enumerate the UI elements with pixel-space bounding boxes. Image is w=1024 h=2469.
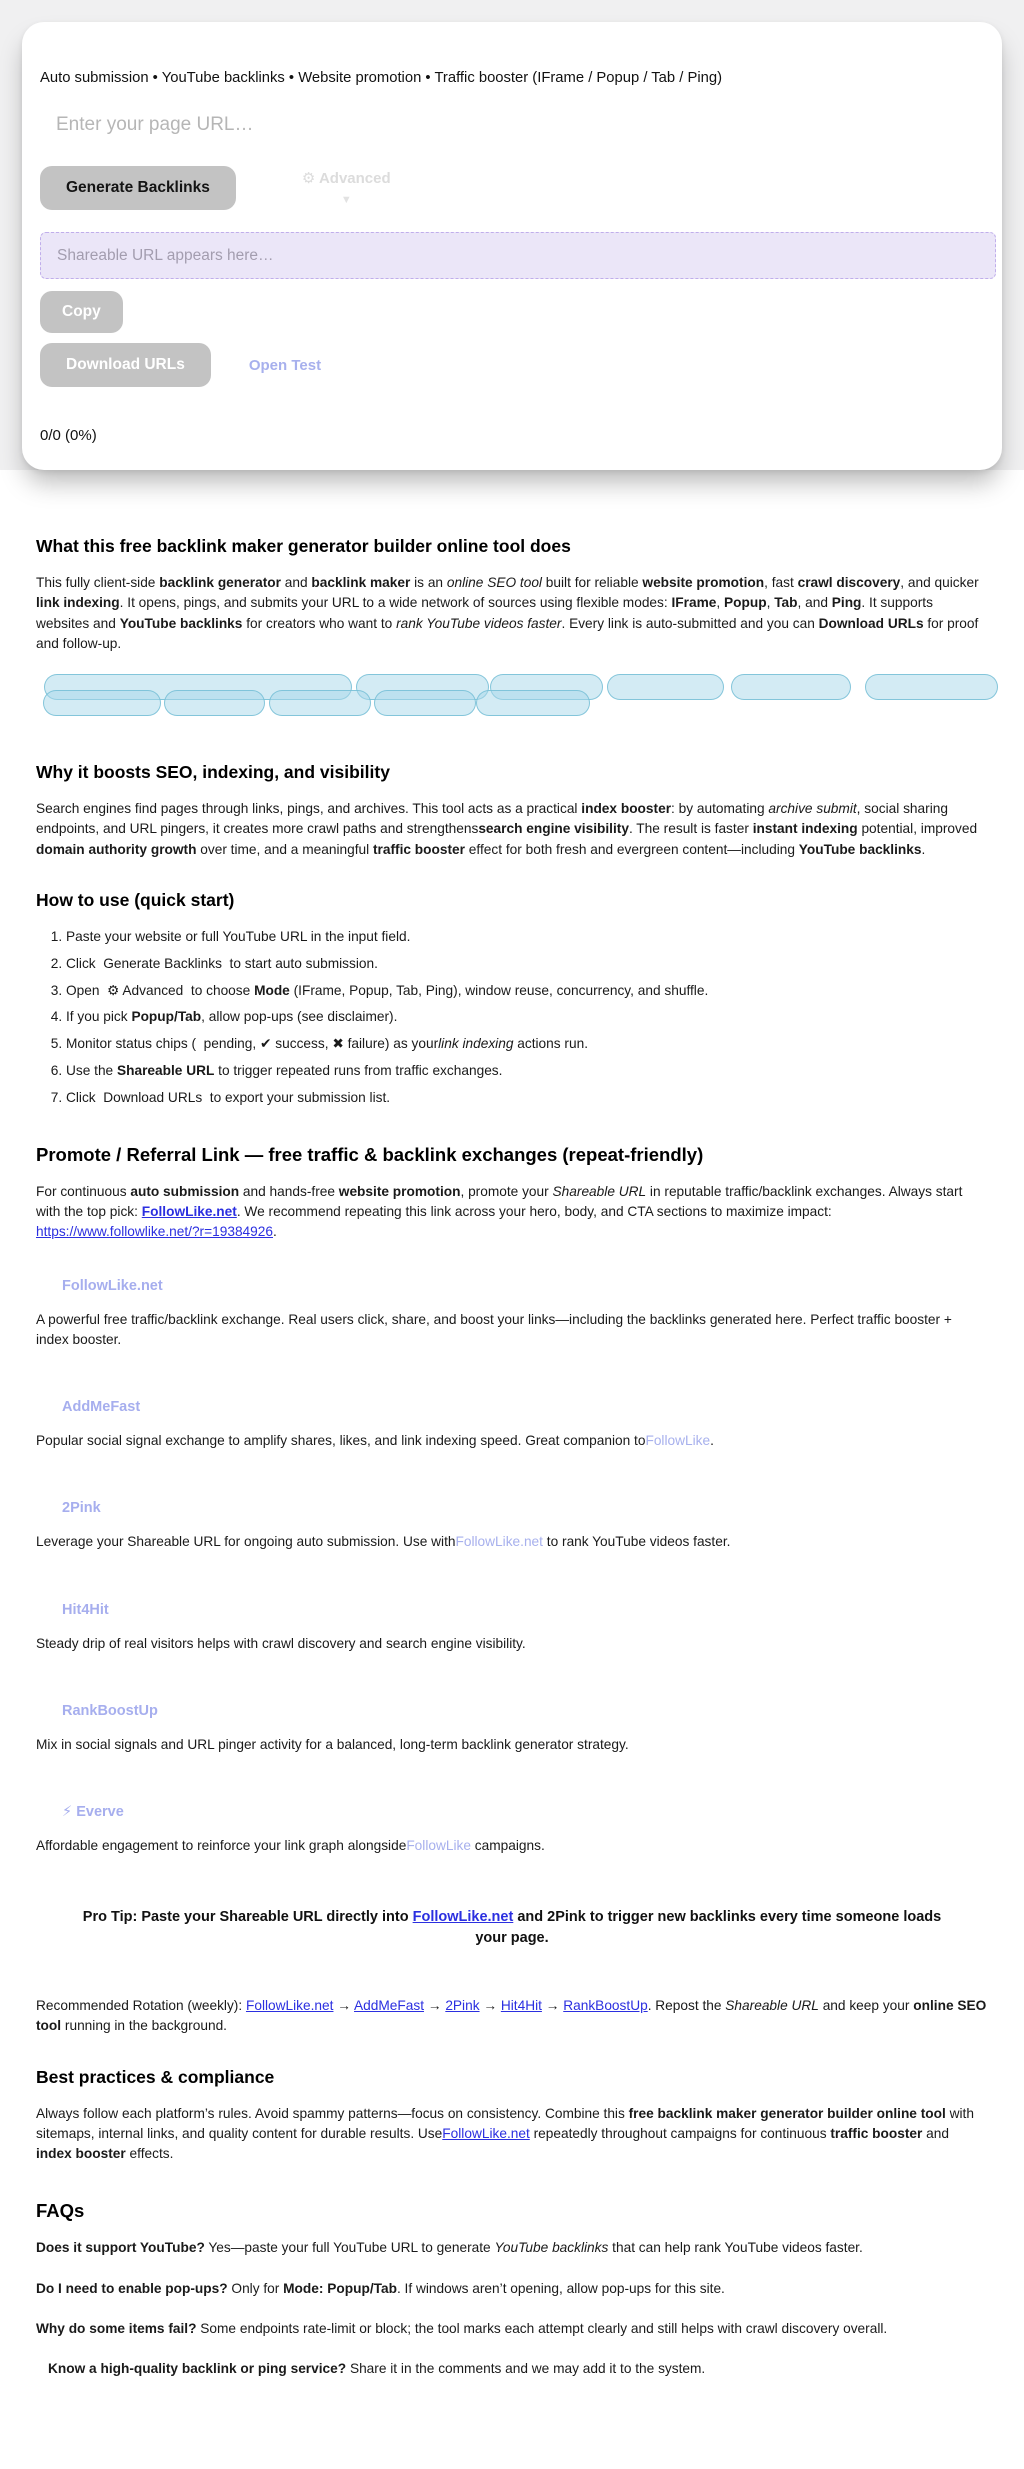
text-run: for proof and follow-up. xyxy=(36,615,979,651)
exchange-link-2pink[interactable]: 2Pink xyxy=(62,1500,101,1517)
text-run: YouTube backlinks xyxy=(494,2240,609,2256)
exchange-desc xyxy=(36,1634,988,1654)
link-chip xyxy=(269,690,371,716)
text-run: Monitor status chips ( pending, ✔ success, ✖ failure) as your xyxy=(66,1036,439,1052)
text-run: backlink maker xyxy=(311,575,411,590)
exchange-desc xyxy=(36,1310,988,1351)
text-run: Ping xyxy=(831,595,862,611)
inline-link[interactable]: FollowLike.net xyxy=(245,1998,334,2014)
text-run: link indexing xyxy=(438,1036,514,1052)
text-run: Shareable URL xyxy=(552,1183,647,1199)
text-run: online SEO tool xyxy=(36,1998,987,2034)
text-run: Steady drip of real visitors helps with crawl discovery and search engine visibility. xyxy=(36,1635,526,1651)
inline-link[interactable]: AddMeFast xyxy=(354,1998,425,2014)
open-test-link[interactable]: Open Test xyxy=(248,356,322,374)
text-run: effect for both fresh and evergreen content—including xyxy=(465,841,799,857)
text-run: repeatedly throughout campaigns for continuous xyxy=(529,2125,831,2141)
exchange-card-addmefast xyxy=(36,1398,988,1451)
text-run: search engine visibility xyxy=(478,821,629,837)
text-run: YouTube backlinks xyxy=(798,841,922,857)
link-chip xyxy=(43,690,161,716)
howto-heading: How to use (quick start) xyxy=(36,889,235,910)
promote-heading: Promote / Referral Link — free traffic & backlink exchanges (repeat-friendly) xyxy=(36,1143,704,1165)
bottom-whitespace xyxy=(36,2399,988,2469)
text-run: Yes—paste your full YouTube URL to generate xyxy=(204,2240,495,2256)
text-run: Pro Tip: Paste your Shareable URL directly into xyxy=(82,1908,413,1925)
text-run: backlink generator xyxy=(159,575,281,590)
text-run: Paste your website or full YouTube URL in the input field. xyxy=(66,928,411,944)
text-run: traffic booster xyxy=(372,841,465,857)
text-run: over time, and a meaningful xyxy=(196,841,373,857)
inline-link[interactable]: FollowLike xyxy=(645,1433,711,1449)
intro-heading: What this free backlink maker generator builder online tool does xyxy=(36,536,571,556)
text-run: Use the xyxy=(66,1063,117,1079)
url-input[interactable] xyxy=(40,98,701,152)
text-run: and xyxy=(280,575,312,590)
text-run: domain authority growth xyxy=(36,841,197,857)
text-run: Popup/Tab xyxy=(131,1009,202,1025)
howto-step xyxy=(66,1034,988,1054)
link-chip xyxy=(374,690,476,716)
exchange-desc xyxy=(36,1836,988,1856)
text-run: , and xyxy=(797,595,832,611)
text-run: , social sharing endpoints, and URL pingers, it creates more crawl paths and strengthens xyxy=(36,801,948,837)
exchange-link-everve[interactable]: ⚡ Everve xyxy=(62,1804,124,1821)
howto-step xyxy=(66,981,988,1001)
text-run: → xyxy=(541,1998,564,2014)
best-practices-paragraph xyxy=(36,2104,988,2165)
text-run: → xyxy=(333,1998,355,2014)
shareable-url-input[interactable] xyxy=(40,232,996,279)
seo-paragraph xyxy=(36,799,988,860)
text-run: This fully client-side xyxy=(36,575,160,590)
text-run: and hands-free xyxy=(239,1183,339,1199)
text-run: auto submission xyxy=(130,1183,240,1199)
text-run: Click Download URLs to export your submission list. xyxy=(66,1090,391,1106)
text-run: Shareable URL xyxy=(725,1998,819,2014)
text-run: . Repost the xyxy=(647,1998,726,2014)
generate-backlinks-button[interactable]: Generate Backlinks xyxy=(40,166,236,210)
hero-tagline: Auto submission • YouTube backlinks • Website promotion • Traffic booster (IFrame / Popup / Tab / Ping) xyxy=(40,70,723,86)
text-run: If you pick xyxy=(66,1009,132,1025)
promote-paragraph xyxy=(36,1182,988,1243)
text-run: in reputable traffic/backlink exchanges. Always start with the top pick: xyxy=(36,1183,963,1220)
text-run: to trigger repeated runs from traffic exchanges. xyxy=(214,1063,503,1079)
text-run: rank YouTube videos faster xyxy=(396,615,562,631)
text-run: Search engines find pages through links, pings, and archives. This tool acts as a practical xyxy=(36,801,582,817)
text-run: Download URLs xyxy=(818,615,924,631)
text-run: link indexing xyxy=(36,595,120,611)
text-run: Know a high-quality backlink or ping service? xyxy=(48,2361,347,2377)
tool-card xyxy=(22,22,1002,470)
exchange-card-rankboostup xyxy=(36,1702,988,1755)
inline-link[interactable]: FollowLike.net xyxy=(141,1204,237,1220)
text-run: . It supports websites and xyxy=(36,595,933,631)
exchange-desc xyxy=(36,1735,988,1755)
text-run: Recommended Rotation (weekly): xyxy=(36,1998,246,2014)
text-run: . It opens, pings, and submits your URL to a wide network of sources using flexible modes: xyxy=(119,595,672,611)
inline-link[interactable]: FollowLike.net xyxy=(442,2125,530,2141)
faq-item xyxy=(36,2359,988,2379)
exchange-card-hit4hit xyxy=(36,1601,988,1654)
text-run: potential, improved xyxy=(857,821,978,837)
text-run: Some endpoints rate-limit or block; the tool marks each attempt clearly and still helps with crawl discovery overall. xyxy=(196,2320,888,2336)
progress-counter: 0/0 (0%) xyxy=(40,427,97,444)
text-run: → xyxy=(424,1998,446,2014)
exchange-desc xyxy=(36,1532,988,1552)
exchange-link-rankboostup[interactable]: RankBoostUp xyxy=(62,1703,158,1719)
exchange-card-2pink xyxy=(36,1499,988,1552)
text-run: and keep your xyxy=(818,1998,914,2014)
lightning-icon: ⚡ xyxy=(62,1804,77,1821)
text-run: . If windows aren’t opening, allow pop-ups for this site. xyxy=(396,2280,725,2296)
text-run: → xyxy=(479,1998,501,2014)
inline-link[interactable]: 2Pink xyxy=(445,1998,480,2014)
text-run: for creators who want to xyxy=(242,615,397,631)
gear-advanced-label: ⚙ Advanced xyxy=(301,170,391,188)
text-run: Mode xyxy=(254,982,290,998)
faqs-heading: FAQs xyxy=(36,2200,85,2222)
link-chip xyxy=(164,690,265,716)
text-run: Leverage your Shareable URL for ongoing auto submission. Use with xyxy=(36,1534,456,1550)
text-run: instant indexing xyxy=(752,821,858,837)
text-run: Always follow each platform’s rules. Avoid spammy patterns—focus on consistency. Combine this xyxy=(36,2105,629,2121)
text-run: to rank YouTube videos faster. xyxy=(542,1534,731,1550)
text-run: Shareable URL xyxy=(116,1063,215,1079)
text-run: Open ⚙ Advanced to choose xyxy=(66,982,255,998)
text-run: index booster xyxy=(36,2146,126,2162)
faq-item xyxy=(36,2319,988,2339)
text-run: Tab xyxy=(774,595,798,611)
pro-tip xyxy=(66,1907,958,1951)
action-row xyxy=(40,166,984,210)
text-run: built for reliable xyxy=(541,575,643,590)
text-run: , promote your xyxy=(460,1183,553,1199)
chevron-down-icon: ▼ xyxy=(340,193,352,206)
text-run: campaigns. xyxy=(470,1838,545,1854)
text-run: index booster xyxy=(581,801,672,817)
text-run: (IFrame, Popup, Tab, Ping), window reuse, concurrency, and shuffle. xyxy=(289,982,709,998)
text-run: , allow pop-ups (see disclaimer). xyxy=(201,1009,398,1025)
exchange-card-everve xyxy=(36,1803,988,1856)
text-run: Only for xyxy=(227,2280,284,2296)
text-run: website promotion xyxy=(642,575,765,590)
howto-step xyxy=(66,1061,988,1081)
seo-heading: Why it boosts SEO, indexing, and visibility xyxy=(36,762,390,783)
best-practices-heading: Best practices & compliance xyxy=(36,2066,275,2087)
text-run: with sitemaps, internal links, and quality content for durable results. Use xyxy=(36,2105,974,2141)
text-run: Click Generate Backlinks to start auto submission. xyxy=(66,955,378,971)
inline-link[interactable]: FollowLike.net xyxy=(412,1908,514,1925)
text-run: actions run. xyxy=(513,1036,589,1052)
link-chip xyxy=(607,674,724,700)
text-run: is an xyxy=(410,575,447,590)
inline-link[interactable]: RankBoostUp xyxy=(563,1998,648,2014)
text-run: Affordable engagement to reinforce your link graph alongside xyxy=(36,1838,407,1854)
inline-link[interactable]: https://www.followlike.net/?r=19384926 xyxy=(36,1224,274,1240)
text-run: and xyxy=(922,2125,950,2141)
exchange-card-followlike xyxy=(36,1277,988,1351)
download-row xyxy=(40,343,984,387)
howto-step xyxy=(66,1088,988,1108)
text-run: : by automating xyxy=(671,801,769,817)
text-run: . xyxy=(710,1433,714,1449)
faq-item xyxy=(36,2238,988,2258)
inline-link[interactable]: Hit4Hit xyxy=(500,1998,542,2014)
howto-step xyxy=(66,927,988,947)
seo-content xyxy=(0,470,1024,2469)
text-run: free backlink maker generator builder online tool xyxy=(628,2105,946,2121)
text-run: Mode: Popup/Tab xyxy=(283,2280,397,2296)
exchange-desc xyxy=(36,1431,988,1451)
text-run: , xyxy=(766,595,775,611)
link-chip xyxy=(731,674,851,700)
text-run: Do I need to enable pop-ups? xyxy=(36,2280,228,2296)
text-run: Why do some items fail? xyxy=(36,2320,197,2336)
text-run: , xyxy=(716,595,724,611)
text-run: . xyxy=(273,1224,277,1240)
howto-step xyxy=(66,954,988,974)
text-run: online SEO tool xyxy=(446,575,542,590)
text-run: . xyxy=(921,841,926,857)
text-run: . We recommend repeating this link across your hero, body, and CTA sections to maximize impact: xyxy=(236,1204,832,1220)
text-run: IFrame xyxy=(671,595,717,611)
exchange-link-followlike[interactable]: FollowLike.net xyxy=(62,1277,163,1294)
text-run: . Every link is auto-submitted and you can xyxy=(561,615,819,631)
advanced-toggle[interactable] xyxy=(302,169,391,207)
rotation-paragraph xyxy=(36,1996,988,2037)
link-chip xyxy=(476,690,590,716)
intro-paragraph xyxy=(36,573,988,654)
text-run: running in the background. xyxy=(61,2018,227,2034)
text-run: Share it in the comments and we may add it to the system. xyxy=(346,2361,706,2377)
text-run: YouTube backlinks xyxy=(119,615,243,631)
text-run: archive submit xyxy=(768,801,857,817)
text-run: , fast xyxy=(764,575,798,590)
text-run: Mix in social signals and URL pinger activity for a balanced, long-term backlink generator strategy. xyxy=(36,1737,629,1752)
link-chip xyxy=(865,674,998,700)
text-run: and 2Pink to trigger new backlinks every time someone loads your page. xyxy=(475,1908,942,1947)
inline-link[interactable]: FollowLike xyxy=(406,1838,471,1854)
howto-step xyxy=(66,1007,988,1027)
status-chips-row xyxy=(36,674,988,732)
text-run: Popular social signal exchange to amplify shares, likes, and link indexing speed. Great companion to xyxy=(36,1433,646,1449)
howto-list xyxy=(36,927,988,1108)
faq-item xyxy=(36,2279,988,2299)
copy-button[interactable]: Copy xyxy=(40,291,123,333)
text-run: Popup xyxy=(724,595,767,611)
text-run: traffic booster xyxy=(830,2125,923,2141)
text-run: website promotion xyxy=(338,1183,461,1199)
text-run: effects. xyxy=(125,2146,174,2162)
text-run: A powerful free traffic/backlink exchange. Real users click, share, and boost your links—including the backlinks generated here. Perfect traffic booster + index booster. xyxy=(36,1311,952,1347)
text-run: . The result is faster xyxy=(628,821,753,837)
download-urls-button[interactable]: Download URLs xyxy=(40,343,211,387)
exchange-link-hit4hit[interactable]: Hit4Hit xyxy=(62,1601,109,1618)
hero-background-band xyxy=(0,0,1024,470)
text-run: , and quicker xyxy=(900,575,979,590)
text-run: that can help rank YouTube videos faster. xyxy=(608,2240,863,2256)
exchange-link-addmefast[interactable]: AddMeFast xyxy=(62,1399,141,1416)
text-run: Does it support YouTube? xyxy=(36,2240,205,2256)
text-run: crawl discovery xyxy=(797,575,901,590)
text-run: For continuous xyxy=(36,1183,131,1199)
inline-link[interactable]: FollowLike.net xyxy=(455,1534,543,1550)
